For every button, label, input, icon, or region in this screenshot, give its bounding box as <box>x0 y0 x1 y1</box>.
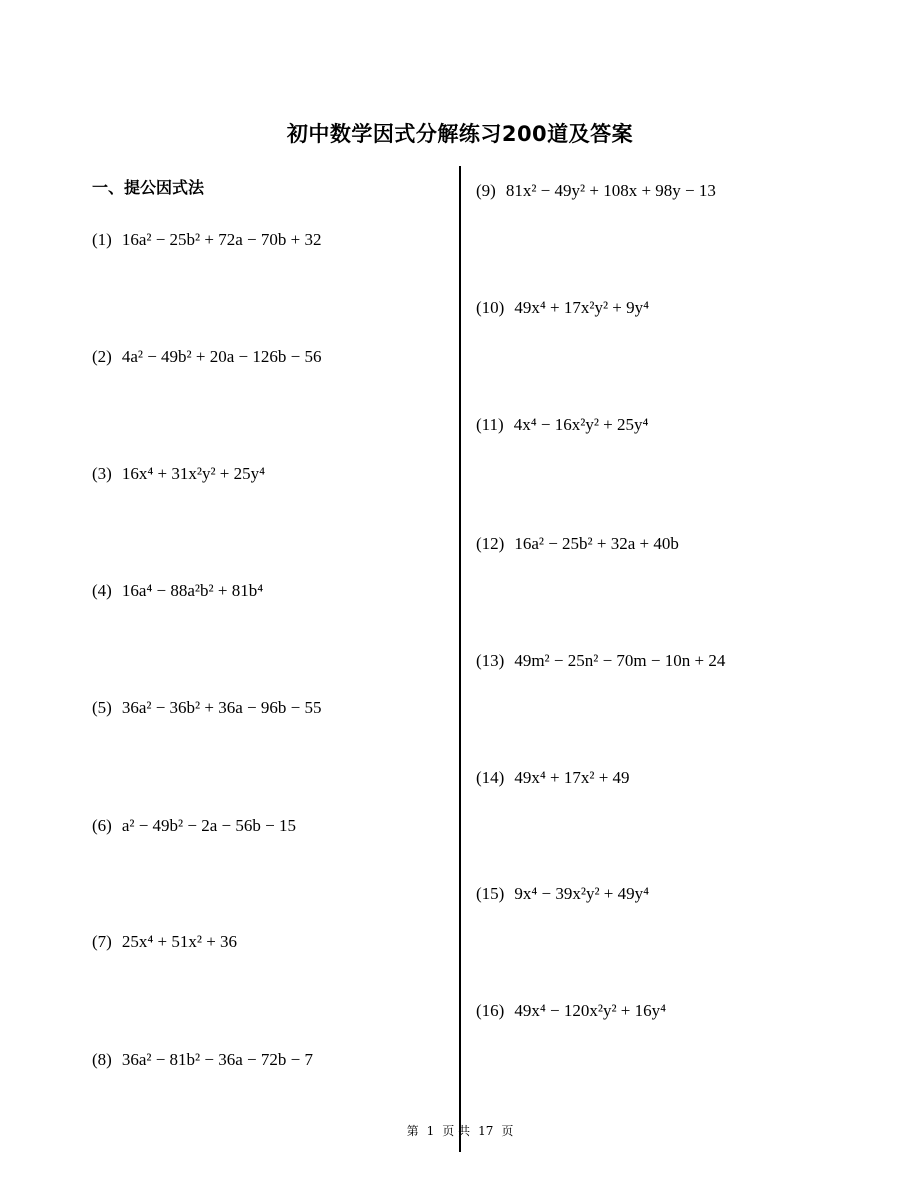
problem-item <box>92 230 321 250</box>
problem-number: (13) <box>476 651 505 670</box>
problem-number: (15) <box>476 884 505 903</box>
problem-item <box>476 534 679 554</box>
column-divider <box>459 166 461 1152</box>
section-heading: 一、提公因式法 <box>92 178 205 197</box>
problem-item <box>92 932 237 952</box>
problem-expression: 25x⁴ + 51x² + 36 <box>121 932 238 951</box>
problem-item <box>92 816 296 836</box>
problem-item <box>476 884 649 904</box>
problem-expression: 49m² − 25n² − 70m − 10n + 24 <box>514 651 726 670</box>
problem-expression: 9x⁴ − 39x²y² + 49y⁴ <box>514 884 650 903</box>
problem-expression: 49x⁴ + 17x² + 49 <box>514 768 630 787</box>
problem-item <box>476 768 630 788</box>
problem-item <box>92 1050 313 1070</box>
problem-number: (11) <box>476 415 504 434</box>
problem-number: (16) <box>476 1001 505 1020</box>
problem-item <box>92 464 265 484</box>
problem-expression: a² − 49b² − 2a − 56b − 15 <box>121 816 296 835</box>
problem-item <box>476 298 649 318</box>
problem-number: (3) <box>92 464 112 483</box>
problem-expression: 16x⁴ + 31x²y² + 25y⁴ <box>121 464 266 483</box>
problem-number: (7) <box>92 932 112 951</box>
problem-expression: 49x⁴ + 17x²y² + 9y⁴ <box>514 298 650 317</box>
problem-number: (8) <box>92 1050 112 1069</box>
problem-expression: 4a² − 49b² + 20a − 126b − 56 <box>121 347 322 366</box>
footer-total-pages: 17 <box>478 1124 494 1138</box>
problem-number: (1) <box>92 230 112 249</box>
footer-prefix: 第 <box>406 1124 419 1138</box>
page-footer <box>0 1122 920 1139</box>
problem-number: (5) <box>92 698 112 717</box>
problem-number: (10) <box>476 298 505 317</box>
problem-number: (9) <box>476 181 496 200</box>
problem-expression: 16a² − 25b² + 32a + 40b <box>514 534 679 553</box>
problem-expression: 16a² − 25b² + 72a − 70b + 32 <box>121 230 322 249</box>
problem-number: (4) <box>92 581 112 600</box>
footer-mid: 页 共 <box>442 1124 471 1138</box>
problem-expression: 81x² − 49y² + 108x + 98y − 13 <box>505 181 716 200</box>
footer-suffix: 页 <box>501 1124 514 1138</box>
page-title: 初中数学因式分解练习200道及答案 <box>286 122 634 146</box>
problem-expression: 36a² − 36b² + 36a − 96b − 55 <box>121 698 322 717</box>
problem-item <box>476 1001 666 1021</box>
problem-number: (6) <box>92 816 112 835</box>
problem-item <box>92 347 321 367</box>
problem-item <box>476 181 716 201</box>
problem-number: (12) <box>476 534 505 553</box>
problem-item <box>92 581 263 601</box>
footer-page-number: 1 <box>426 1124 435 1138</box>
problem-expression: 16a⁴ − 88a²b² + 81b⁴ <box>121 581 264 600</box>
problem-number: (2) <box>92 347 112 366</box>
problem-expression: 36a² − 81b² − 36a − 72b − 7 <box>121 1050 313 1069</box>
problem-item <box>92 698 321 718</box>
problem-item <box>476 415 648 435</box>
problem-expression: 49x⁴ − 120x²y² + 16y⁴ <box>514 1001 667 1020</box>
problem-expression: 4x⁴ − 16x²y² + 25y⁴ <box>513 415 649 434</box>
problem-item <box>476 651 725 671</box>
problem-number: (14) <box>476 768 505 787</box>
